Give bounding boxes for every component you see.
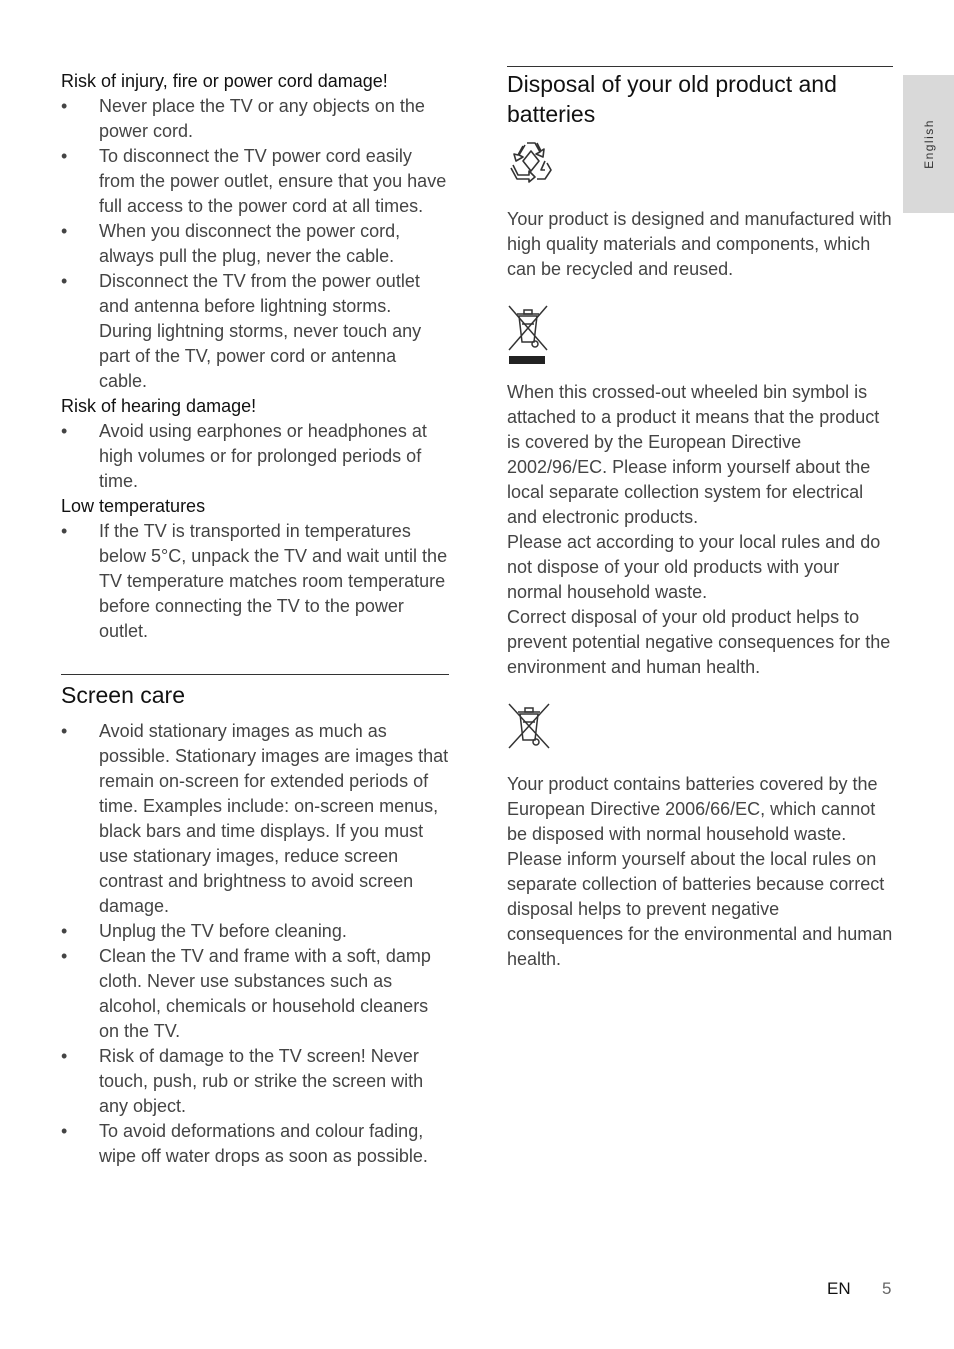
language-tab — [903, 75, 954, 213]
section-divider — [507, 66, 893, 67]
screen-care-list — [61, 719, 449, 1169]
list-item: • Never place the TV or any objects on the power cord. — [61, 94, 449, 144]
weee-paragraph: When this crossed-out wheeled bin symbol is attached to a product it means that the product is covered by the European Directive 2002/96/EC. Please inform yourself about the local separate collection system for electrical and electronic products. — [507, 382, 880, 527]
battery-text — [507, 772, 893, 972]
battery-paragraph: Your product contains batteries covered by the European Directive 2006/66/EC, which cannot be disposed with normal household waste. — [507, 774, 878, 844]
weee-paragraph: Please act according to your local rules and do not dispose of your old products with your normal household waste. — [507, 532, 881, 602]
list-item: • Avoid stationary images as much as possible. Stationary images are images that remain on-screen for extended periods of time. Examples include: on-screen menus, black bars and time displays. If you must use stationary images, reduce screen contrast and brightness to avoid screen damage. — [61, 719, 449, 919]
list-item: • Disconnect the TV from the power outlet and antenna before lightning storms. During lightning storms, never touch any part of the TV, power cord or antenna cable. — [61, 269, 449, 394]
list-item: • To avoid deformations and colour fading, wipe off water drops as soon as possible. — [61, 1119, 449, 1169]
disposal-title: Disposal of your old product and batteries — [507, 71, 837, 127]
list-item: • When you disconnect the power cord, always pull the plug, never the cable. — [61, 219, 449, 269]
risk-injury-list — [61, 94, 449, 394]
list-item: • If the TV is transported in temperatures below 5°C, unpack the TV and wait until the TV temperature matches room temperature before connecting the TV to the power outlet. — [61, 519, 449, 644]
weee-paragraph: Correct disposal of your old product helps to prevent potential negative consequences for the environment and human health. — [507, 607, 891, 677]
language-tab-label: English — [921, 119, 936, 169]
right-column — [507, 66, 893, 972]
list-item: • Unplug the TV before cleaning. — [61, 919, 449, 944]
list-item: • Risk of damage to the TV screen! Never touch, push, rub or strike the screen with any object. — [61, 1044, 449, 1119]
battery-paragraph: Please inform yourself about the local rules on separate collection of batteries because correct disposal helps to prevent negative consequences for the environmental and human health. — [507, 849, 893, 969]
risk-hearing-heading: Risk of hearing damage! — [61, 396, 257, 416]
section-divider — [61, 674, 449, 675]
low-temp-heading: Low temperatures — [61, 496, 206, 516]
risk-injury-heading: Risk of injury, fire or power cord damage! — [61, 71, 388, 91]
page-number: 5 — [882, 1279, 892, 1298]
weee-text — [507, 380, 893, 680]
recycle-text: Your product is designed and manufactured with high quality materials and components, which can be recycled and reused. — [507, 209, 892, 279]
left-column — [61, 66, 449, 1169]
risk-hearing-list — [61, 419, 449, 494]
crossed-bin-icon — [507, 304, 551, 366]
footer-language: EN — [827, 1279, 851, 1298]
recycle-icon — [507, 137, 555, 185]
screen-care-title: Screen care — [61, 682, 186, 708]
list-item: • Clean the TV and frame with a soft, damp cloth. Never use substances such as alcohol, chemicals or household cleaners on the TV. — [61, 944, 449, 1044]
list-item: • Avoid using earphones or headphones at high volumes or for prolonged periods of time. — [61, 419, 449, 494]
list-item: • To disconnect the TV power cord easily from the power outlet, ensure that you have full access to the power cord at all times. — [61, 144, 449, 219]
crossed-bin-battery-icon — [507, 702, 551, 750]
low-temp-list — [61, 519, 449, 644]
